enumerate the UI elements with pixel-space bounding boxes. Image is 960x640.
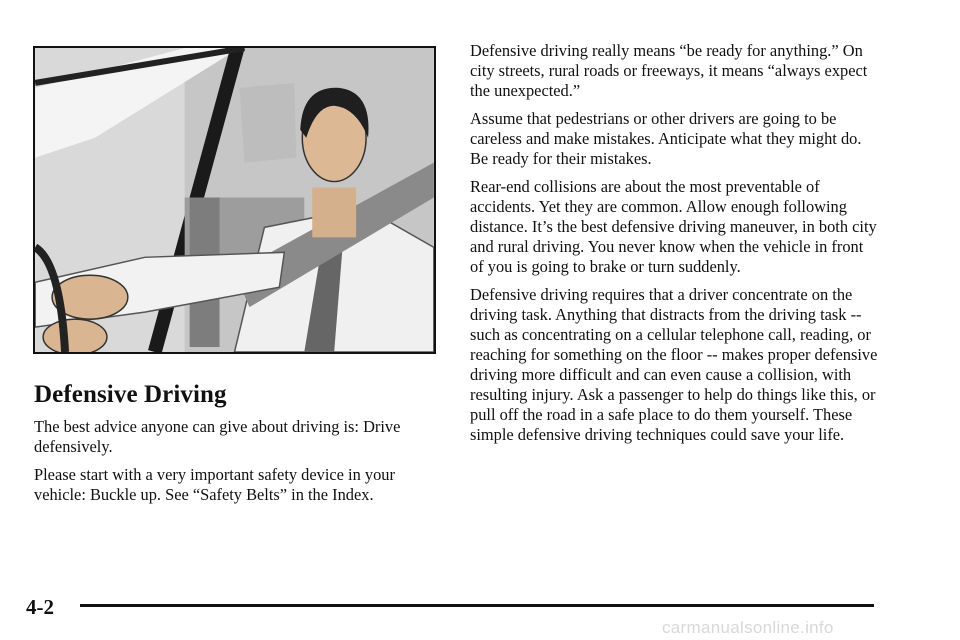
paragraph: Defensive driving requires that a driver concentrate on the driving task. Anything that distracts from the driving task -- such as concentrating on a cellular telephone call, reading, or reaching for something on the floor -- makes proper defensive driving more difficult and can even cause a collision, with resulting injury. Ask a passenger to help do things like this, or pull off the road in a safe place to do them yourself. These simple defensive driving techniques could save your life. xyxy=(470,285,878,444)
watermark: carmanualsonline.info xyxy=(662,618,834,637)
right-column xyxy=(470,41,880,453)
page-number: 4-2 xyxy=(26,595,54,619)
section-heading: Defensive Driving xyxy=(34,381,227,408)
footer-rule xyxy=(80,604,874,607)
paragraph: The best advice anyone can give about driving is: Drive defensively. xyxy=(34,417,401,456)
driver-illustration-drawing xyxy=(35,48,434,352)
paragraph: Rear-end collisions are about the most preventable of accidents. Yet they are common. Allow enough following distance. It’s the best defensive driving maneuver, in both city and rural driving. You never know when the vehicle in front of you is going to brake or turn suddenly. xyxy=(470,177,877,276)
left-column xyxy=(34,417,438,513)
paragraph: Please start with a very important safety device in your vehicle: Buckle up. See “Safety Belts” in the Index. xyxy=(34,465,395,504)
paragraph: Defensive driving really means “be ready for anything.” On city streets, rural roads or freeways, it means “always expect the unexpected.” xyxy=(470,41,868,100)
paragraph: Assume that pedestrians or other drivers are going to be careless and make mistakes. Anticipate what they might do. Be ready for their mistakes. xyxy=(470,109,862,168)
driver-illustration xyxy=(33,46,436,354)
